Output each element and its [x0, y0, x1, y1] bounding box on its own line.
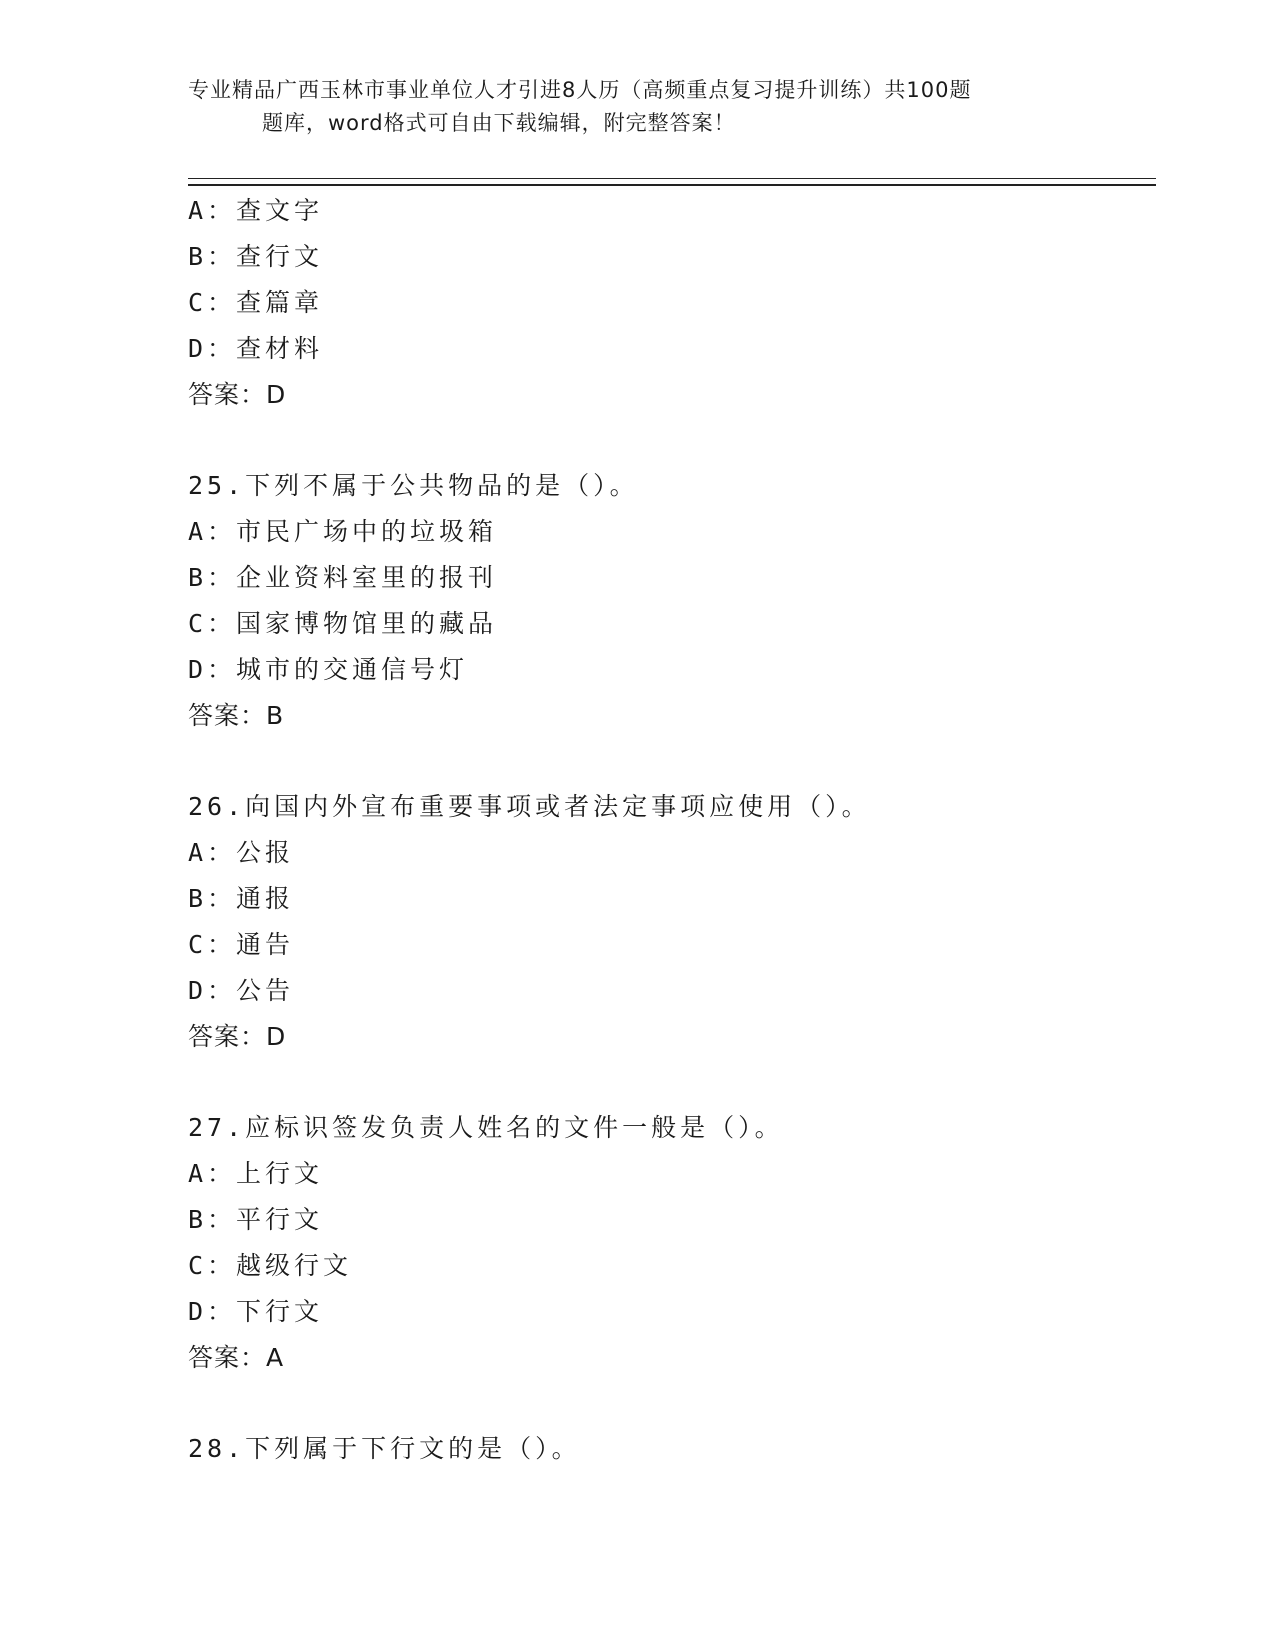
question-stem: 25.下列不属于公共物品的是（）。 [188, 471, 639, 500]
question-block-26 [188, 784, 1156, 1060]
option-d: D：公告 [188, 976, 295, 1005]
question-block-25 [188, 463, 1156, 739]
header-divider [188, 178, 1156, 186]
option-c: C：查篇章 [188, 288, 324, 317]
option-b: B：企业资料室里的报刊 [188, 563, 498, 592]
question-list [188, 188, 1156, 1472]
question-stem: 28.下列属于下行文的是（）。 [188, 1434, 581, 1463]
option-b: B：平行文 [188, 1205, 324, 1234]
option-d: D：查材料 [188, 334, 324, 363]
option-d: D：城市的交通信号灯 [188, 655, 469, 684]
option-a: A：市民广场中的垃圾箱 [188, 517, 498, 546]
answer-line: 答案：D [188, 380, 287, 409]
question-block-28 [188, 1426, 1156, 1472]
question-block-27 [188, 1105, 1156, 1381]
option-c: C：国家博物馆里的藏品 [188, 609, 498, 638]
option-a: A：公报 [188, 838, 295, 867]
answer-line: 答案：A [188, 1343, 285, 1372]
answer-line: 答案：B [188, 701, 285, 730]
option-d: D：下行文 [188, 1297, 324, 1326]
question-stem: 27.应标识签发负责人姓名的文件一般是（）。 [188, 1113, 784, 1142]
header-line-1: 专业精品广西玉林市事业单位人才引进8人历（高频重点复习提升训练）共100题 [188, 78, 972, 102]
question-stem: 26.向国内外宣布重要事项或者法定事项应使用（）。 [188, 792, 871, 821]
header-line-2: 题库，word格式可自由下载编辑，附完整答案！ [262, 111, 736, 135]
option-c: C：越级行文 [188, 1251, 353, 1280]
option-b: B：通报 [188, 884, 295, 913]
answer-line: 答案：D [188, 1022, 287, 1051]
document-header [188, 74, 1088, 140]
option-a: A：查文字 [188, 196, 324, 225]
option-a: A：上行文 [188, 1159, 324, 1188]
option-b: B：查行文 [188, 242, 324, 271]
question-block-24 [188, 188, 1156, 418]
option-c: C：通告 [188, 930, 295, 959]
